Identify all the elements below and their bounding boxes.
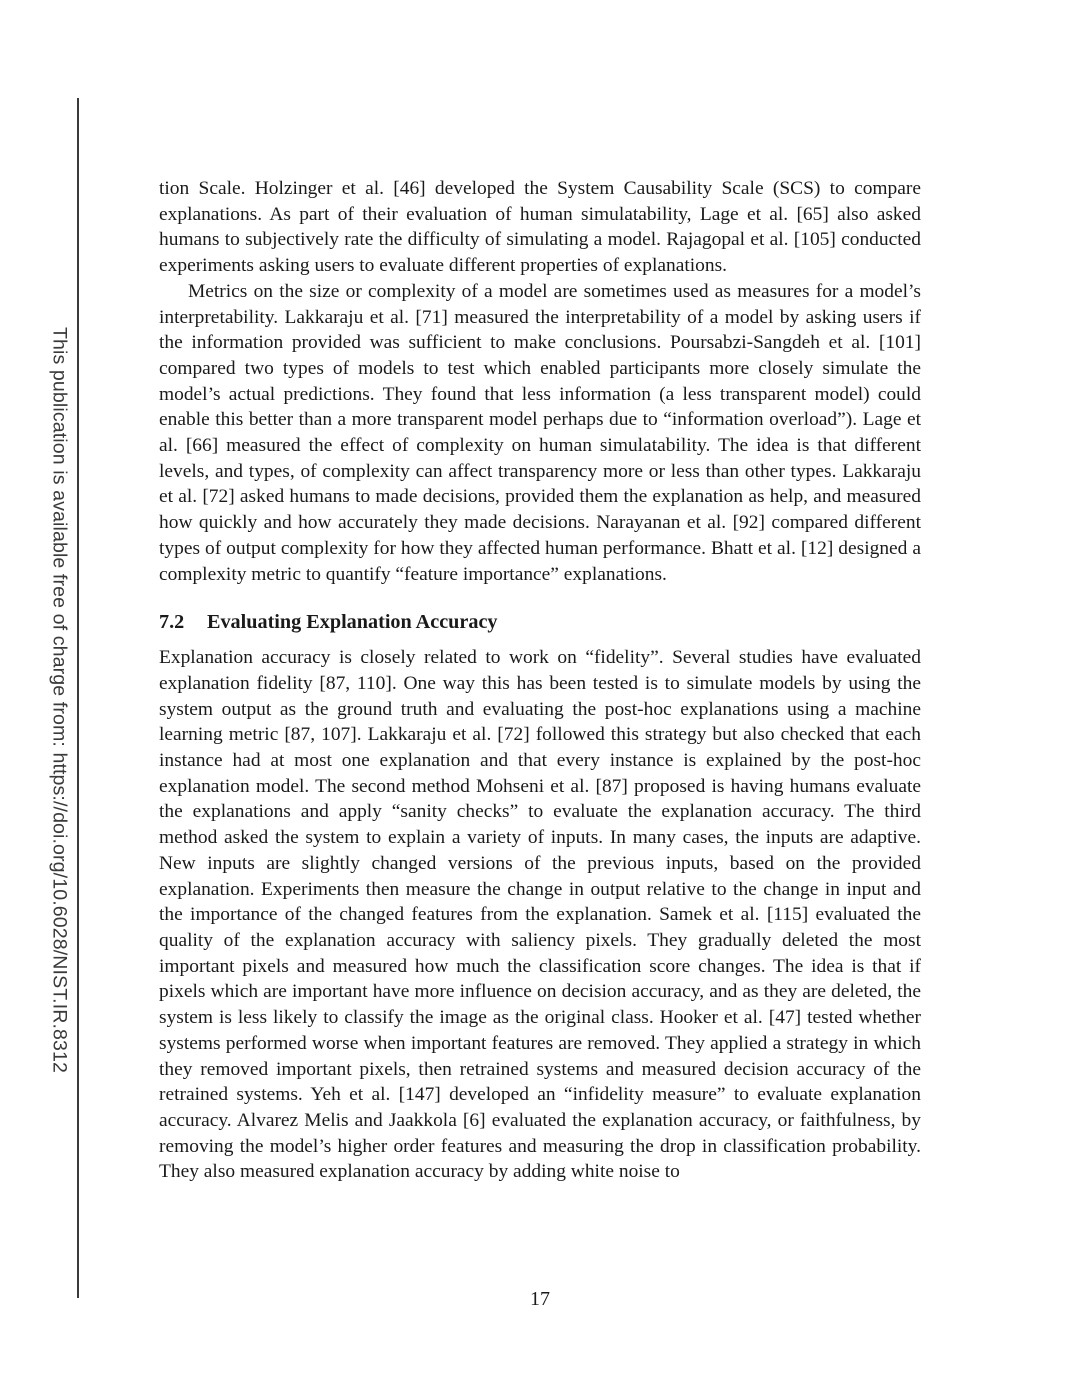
section-heading [159,609,921,635]
availability-note: This publication is available free of charge from: https://doi.org/10.6028/NIST.IR.8312 [48,326,71,1074]
page-body [159,176,921,1185]
margin-rule [77,98,79,1298]
paragraph-continued: tion Scale. Holzinger et al. [46] developed the System Causability Scale (SCS) to compare explanations. As part of their evaluation of human simulatability, Lage et al. [65] also asked humans to subjectively rate the difficulty of simulating a model. Rajagopal et al. [105] conducted experiments asking users to evaluate different properties of explanations. [159,178,921,277]
section-title: Evaluating Explanation Accuracy [207,611,498,634]
page-number: 17 [530,1288,550,1310]
paragraph-explanation-accuracy: Explanation accuracy is closely related to work on “fidelity”. Several studies have evaluated explanation fidelity [87, 110]. One way this has been tested is to simulate models by using the system output as the ground truth and evaluating the post-hoc explanations using a machine learning metric [87, 107]. Lakkaraju et al. [72] followed this strategy but also checked that each instance had at most one explanation and that every instance is explained by the post-hoc explanation model. The second method Mohseni et al. [87] proposed is having humans evaluate the explanations and apply “sanity checks” to evaluate the explanation accuracy. The third method asked the system to explain a variety of inputs. In many cases, the inputs are adaptive. New inputs are slightly changed versions of the previous inputs, based on the provided explanation. Experiments then measure the change in output relative to the change in input and the importance of the changed features from the explanation. Samek et al. [115] evaluated the quality of the explanation accuracy with saliency pixels. They gradually deleted the most important pixels and measured how much the classification score changes. The idea is that if pixels which are important have more influence on decision accuracy, and as they are deleted, the system is less likely to classify the image as the original class. Hooker et al. [47] tested whether systems performed worse when important features are removed. They applied a strategy in which they removed important pixels, then retrained systems and measured decision accuracy of the retrained systems. Yeh et al. [147] developed an “infidelity measure” to evaluate explanation accuracy. Alvarez Melis and Jaakkola [6] evaluated the explanation accuracy, or faithfulness, by removing the model’s higher order features and measuring the drop in classification probability. They also measured explanation accuracy by adding white noise to [159,647,921,1183]
paragraph-complexity-metrics: Metrics on the size or complexity of a model are sometimes used as measures for a model’s interpretability. Lakkaraju et al. [71] measured the interpretability of a model by asking users if the information provided was sufficient to make conclusions. Poursabzi-Sangdeh et al. [101] compared two types of models to test which enabled participants more closely simulate the model’s actual predictions. They found that less information (a less transparent model) could enable this better than a more transparent model perhaps due to “information overload”). Lage et al. [66] measured the effect of complexity on human simulatability. The idea is that different levels, and types, of complexity can affect transparency more or less than other types. Lakkaraju et al. [72] asked humans to made decisions, provided them the explanation as help, and measured how quickly and how accurately they made decisions. Narayanan et al. [92] compared different types of output complexity for how they affected human performance. Bhatt et al. [12] designed a complexity metric to quantify “feature importance” explanations. [159,280,921,585]
section-number: 7.2 [159,611,185,634]
